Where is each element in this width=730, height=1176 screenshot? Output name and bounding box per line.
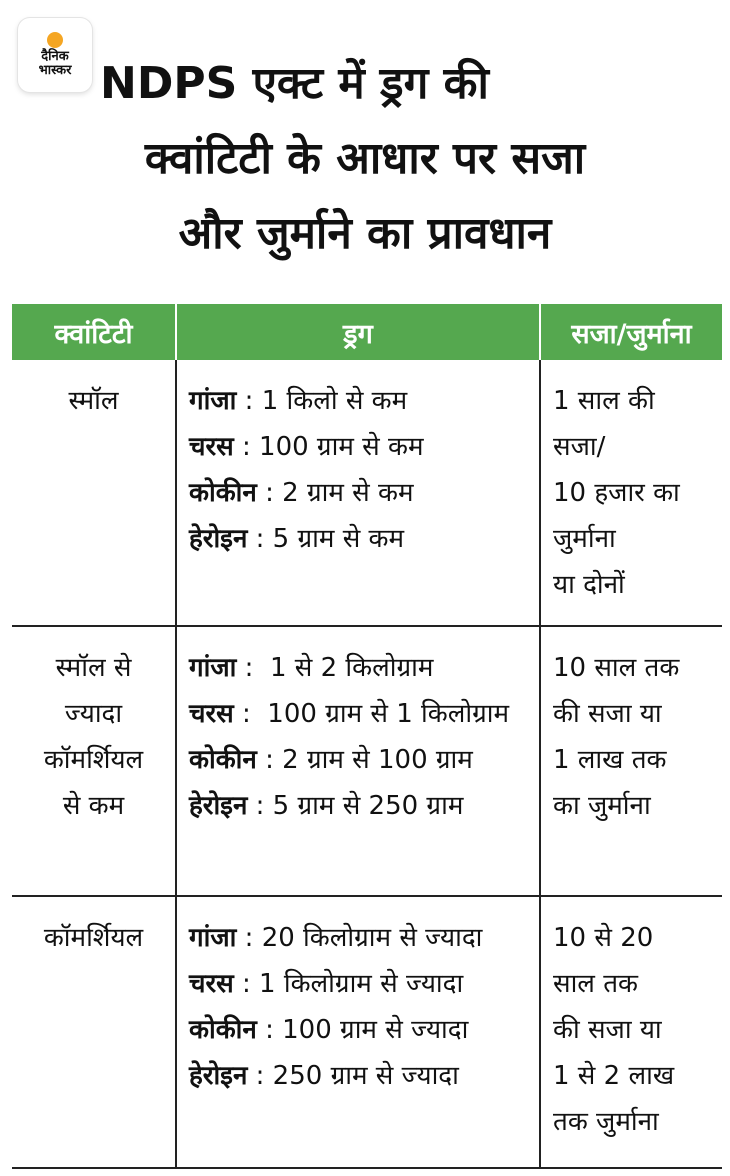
table-row [12,626,722,896]
penalty-text: की सजा या [553,699,662,729]
quantity-text: स्मॉल [68,386,119,416]
drug-separator: : [233,969,260,999]
drug-line [189,516,535,562]
quantity-text: कॉमर्शियल [43,745,144,775]
drug-separator: : [256,1015,283,1045]
penalty-text: तक जुर्माना [553,1107,659,1137]
drug-name: कोकीन [189,1015,257,1045]
drug-separator: : [236,653,270,683]
table-row [12,360,722,626]
table-header-row [12,304,722,360]
drug-amount: 100 ग्राम से 1 किलोग्राम [267,699,510,729]
quantity-text: से कम [62,791,125,821]
penalty-text: 10 हजार का [553,478,680,508]
drug-name: चरस [189,969,234,999]
drug-line [189,783,535,829]
penalty-text: का जुर्माना [553,791,651,821]
penalty-text: 1 लाख तक [553,745,667,775]
drug-name: गांजा [189,653,237,683]
title-line-1: NDPS एक्ट में ड्रग की [100,58,489,109]
quantity-cell [12,360,176,626]
drug-separator: : [256,745,283,775]
drug-line [189,1053,535,1099]
header-penalty: सजा/जुर्माना [540,304,722,360]
drug-line [189,915,535,961]
drug-amount: 2 ग्राम से कम [282,478,414,508]
drug-line [189,378,535,424]
title-line-2: क्वांटिटी के आधार पर सजा [144,133,586,184]
logo-text-line1: दैनिक [41,49,69,64]
quantity-cell [12,896,176,1168]
drug-name: हेरोइन [189,524,248,554]
quantity-text: स्मॉल से [55,653,132,683]
drug-amount: 1 किलोग्राम से ज्यादा [259,969,464,999]
drug-amount: 1 से 2 किलोग्राम [269,653,434,683]
penalty-text: 10 से 20 [553,923,654,953]
drug-amount: 5 ग्राम से 250 ग्राम [272,791,464,821]
penalty-cell [540,896,722,1168]
drug-line [189,961,535,1007]
drug-cell [176,360,540,626]
drug-separator: : [236,386,262,416]
drug-separator: : [256,478,283,508]
drug-amount: 1 किलो से कम [261,386,408,416]
header-drug: ड्रग [176,304,540,360]
title-line-3: और जुर्माने का प्रावधान [178,208,552,259]
drug-name: कोकीन [189,745,257,775]
drug-separator: : [233,699,268,729]
penalty-text: 1 से 2 लाख [553,1061,675,1091]
drug-amount: 100 ग्राम से ज्यादा [282,1015,469,1045]
drug-line [189,470,535,516]
drug-cell [176,626,540,896]
penalty-text: 1 साल की [553,386,655,416]
penalty-text: साल तक [553,969,638,999]
drug-separator: : [247,1061,273,1091]
drug-name: कोकीन [189,478,257,508]
drug-line [189,1007,535,1053]
header-quantity: क्वांटिटी [12,304,176,360]
drug-amount: 250 ग्राम से ज्यादा [272,1061,459,1091]
penalty-text: जुर्माना [553,524,616,554]
drug-amount: 20 किलोग्राम से ज्यादा [261,923,483,953]
drug-amount: 100 ग्राम से कम [259,432,424,462]
penalty-cell [540,626,722,896]
drug-name: हेरोइन [189,1061,248,1091]
drug-name: चरस [189,699,234,729]
penalty-table-container [12,304,722,1169]
drug-cell [176,896,540,1168]
table-row [12,896,722,1168]
penalty-text: 10 साल तक [553,653,680,683]
drug-line [189,737,535,783]
logo-text-line2: भास्कर [38,63,72,78]
quantity-text: कॉमर्शियल [43,923,144,953]
drug-separator: : [236,923,262,953]
penalty-cell [540,360,722,626]
drug-name: गांजा [189,923,237,953]
drug-name: गांजा [189,386,237,416]
drug-name: चरस [189,432,234,462]
penalty-text: की सजा या [553,1015,662,1045]
drug-amount: 5 ग्राम से कम [272,524,405,554]
penalty-text: सजा/ [553,432,606,462]
drug-name: हेरोइन [189,791,248,821]
quantity-cell [12,626,176,896]
drug-line [189,424,535,470]
drug-amount: 2 ग्राम से 100 ग्राम [282,745,473,775]
drug-line [189,645,535,691]
penalty-text: या दोनों [553,570,625,600]
quantity-text: ज्यादा [64,699,123,729]
drug-separator: : [233,432,260,462]
page-title [0,46,730,271]
penalty-table [12,304,722,1169]
drug-separator: : [247,524,273,554]
drug-separator: : [247,791,273,821]
drug-line [189,691,535,737]
